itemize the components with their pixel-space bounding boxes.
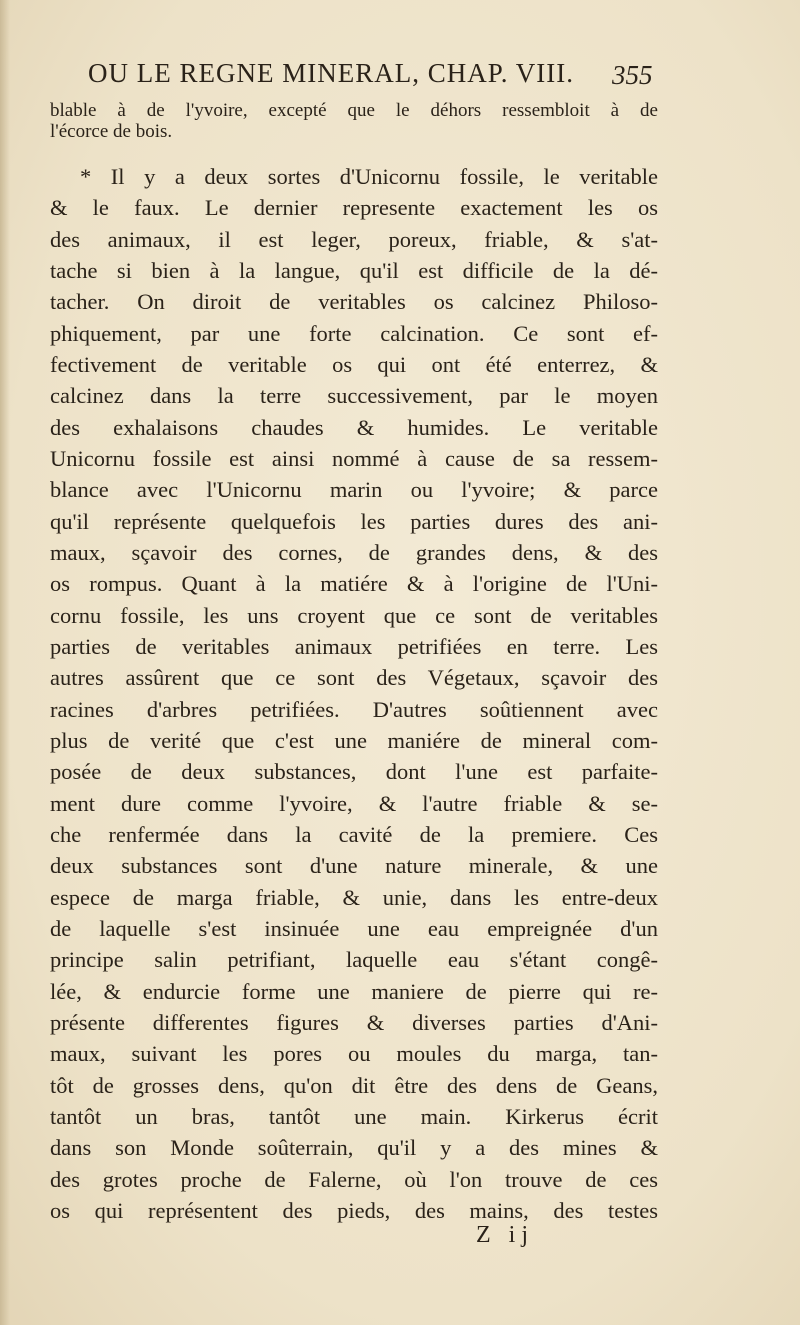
text-line: os rompus. Quant à la matiére & à l'origine de l'Uni- xyxy=(50,571,658,596)
signature-mark: Z ij xyxy=(476,1222,534,1248)
text-line: che renfermée dans la cavité de la premiere. Ces xyxy=(50,822,658,847)
text-line: blable à de l'yvoire, excepté que le déhors ressembloit à de xyxy=(50,100,658,121)
text-line: des animaux, il est leger, poreux, friable, & s'at- xyxy=(50,227,658,252)
text-line: présente differentes figures & diverses parties d'Ani- xyxy=(50,1010,658,1035)
text-line: phiquement, par une forte calcination. Ce sont ef- xyxy=(50,321,658,346)
text-line: maux, suivant les pores ou moules du marga, tan- xyxy=(50,1041,658,1066)
text-line: deux substances sont d'une nature minerale, & une xyxy=(50,853,658,878)
text-line: de laquelle s'est insinuée une eau empreignée d'un xyxy=(50,916,658,941)
text-line: l'écorce de bois. xyxy=(50,121,173,142)
text-line: calcinez dans la terre successivement, par le moyen xyxy=(50,383,658,408)
text-line: Unicornu fossile est ainsi nommé à cause de sa ressem- xyxy=(50,446,658,471)
page-gutter-shadow xyxy=(0,0,10,1325)
text-line: cornu fossile, les uns croyent que ce sont de veritables xyxy=(50,603,658,628)
text-line: os qui représentent des pieds, des mains, des testes xyxy=(50,1198,658,1223)
text-line: parties de veritables animaux petrifiées en terre. Les xyxy=(50,634,658,659)
text-line: ment dure comme l'yvoire, & l'autre friable & se- xyxy=(50,791,658,816)
text-line: posée de deux substances, dont l'une est parfaite- xyxy=(50,759,658,784)
text-line: tache si bien à la langue, qu'il est difficile de la dé- xyxy=(50,258,658,283)
text-line: dans son Monde soûterrain, qu'il y a des mines & xyxy=(50,1135,658,1160)
text-line: fectivement de veritable os qui ont été enterrez, & xyxy=(50,352,658,377)
text-line: tôt de grosses dens, qu'on dit être des dens de Geans, xyxy=(50,1073,658,1098)
text-line: des exhalaisons chaudes & humides. Le veritable xyxy=(50,415,658,440)
page-number: 355 xyxy=(612,60,653,90)
running-header: OU LE REGNE MINERAL, CHAP. VIII. xyxy=(88,58,574,88)
text-line: blance avec l'Unicornu marin ou l'yvoire; & parce xyxy=(50,477,658,502)
text-line: qu'il représente quelquefois les parties dures des ani- xyxy=(50,509,658,534)
text-line: des grotes proche de Falerne, où l'on trouve de ces xyxy=(50,1167,658,1192)
text-line: autres assûrent que ce sont des Végetaux, sçavoir des xyxy=(50,665,658,690)
text-line: lée, & endurcie forme une maniere de pierre qui re- xyxy=(50,979,658,1004)
text-line: & le faux. Le dernier represente exactement les os xyxy=(50,195,658,220)
text-line: maux, sçavoir des cornes, de grandes dens, & des xyxy=(50,540,658,565)
text-line: tantôt un bras, tantôt une main. Kirkerus écrit xyxy=(50,1104,658,1129)
text-line: tacher. On diroit de veritables os calcinez Philoso- xyxy=(50,289,658,314)
text-line: principe salin petrifiant, laquelle eau s'étant congê- xyxy=(50,947,658,972)
text-line: plus de verité que c'est une maniére de mineral com- xyxy=(50,728,658,753)
text-line: racines d'arbres petrifiées. D'autres soûtiennent avec xyxy=(50,697,658,722)
text-line: espece de marga friable, & unie, dans les entre-deux xyxy=(50,885,658,910)
paragraph-first-line: * Il y a deux sortes d'Unicornu fossile, le veritable xyxy=(80,164,658,189)
